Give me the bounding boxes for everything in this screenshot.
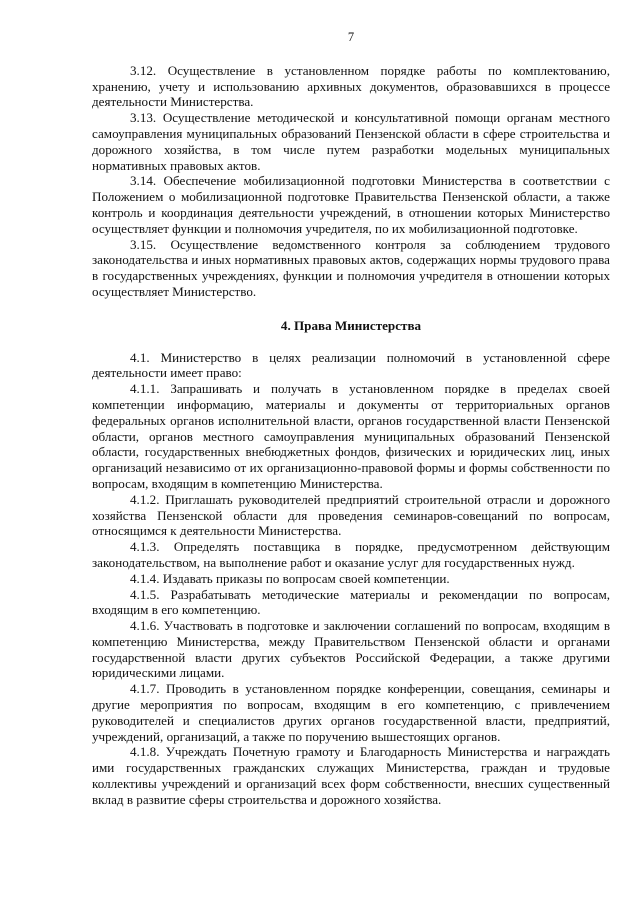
clause-4-1-4: 4.1.4. Издавать приказы по вопросам своей компетенции.: [130, 570, 450, 586]
section-heading: 4. Права Министерства: [280, 317, 422, 333]
clause-4-1-3: 4.1.3. Определять поставщика в порядке, предусмотренном действующим законодательством, на выполнение работ и оказание услуг для государственных нужд.: [92, 539, 610, 570]
clause-4-1-8: 4.1.8. Учреждать Почетную грамоту и Благодарность Министерства и награждать ими государственных гражданских служащих Министерства, граждан и трудовые коллективы учреждений и организаций всех форм собственности, внесших существенный вклад в развитие сферы строительства и дорожного хозяйства.: [92, 744, 610, 807]
clause-3-15: 3.15. Осуществление ведомственного контроля за соблюдением трудового законодательства и иных нормативных правовых актов, содержащих нормы трудового права в государственных учреждениях, функции и полномочия учредителя в отношении которых осуществляет Министерство.: [92, 236, 610, 299]
page-number: 7: [347, 30, 355, 44]
clause-4-1: 4.1. Министерство в целях реализации полномочий в установленной сфере деятельности имеет право:: [92, 349, 610, 381]
clause-3-12: 3.12. Осуществление в установленном порядке работы по комплектованию, хранению, учету и использованию архивных документов, образовавшихся в процессе деятельности Министерства.: [92, 62, 610, 110]
clause-4-1-6: 4.1.6. Участвовать в подготовке и заключении соглашений по вопросам, входящим в компетенцию Министерства, между Правительством Пензенской области и органами государственной власти других субъектов Российской Федерации, а также другими юридическими лицами.: [92, 618, 610, 681]
clause-4-1-7: 4.1.7. Проводить в установленном порядке конференции, совещания, семинары и другие мероприятия по вопросам, входящим в его компетенцию, с привлечением руководителей и специалистов других органов государственной власти, предприятий, учреждений, организаций, а также по поручению вышестоящих органов.: [92, 681, 610, 744]
clause-3-14: 3.14. Обеспечение мобилизационной подготовки Министерства в соответствии с Положением о мобилизационной подготовке Правительства Пензенской области, а также контроль и координация деятельности учреждений, в отношении которых Министерство осуществляет функции и полномочия учредителя, по их мобилизационной подготовке.: [92, 173, 610, 236]
clause-4-1-2: 4.1.2. Приглашать руководителей предприятий строительной отрасли и дорожного хозяйства Пензенской области для проведения семинаров-совещаний по вопросам, относящимся к деятельности Министерства.: [92, 491, 610, 539]
clause-4-1-1: 4.1.1. Запрашивать и получать в установленном порядке в пределах своей компетенции информацию, материалы и документы от территориальных органов федеральных органов исполнительной власти, органов государственной власти Пензенской области, органов местного самоуправления муниципальных образований Пензенской области, государственных внебюджетных фондов, физических и юридических лиц, иных организаций независимо от их организационно-правовой формы и формы собственности по вопросам, входящим в компетенцию Министерства.: [92, 381, 610, 491]
document-page: [92, 30, 610, 808]
clause-4-1-5: 4.1.5. Разрабатывать методические материалы и рекомендации по вопросам, входящим в его компетенцию.: [92, 586, 610, 618]
clause-3-13: 3.13. Осуществление методической и консультативной помощи органам местного самоуправления муниципальных образований Пензенской области в сфере строительства и дорожного хозяйства, в том числе путем разработки модельных муниципальных нормативных правовых актов.: [92, 110, 610, 173]
